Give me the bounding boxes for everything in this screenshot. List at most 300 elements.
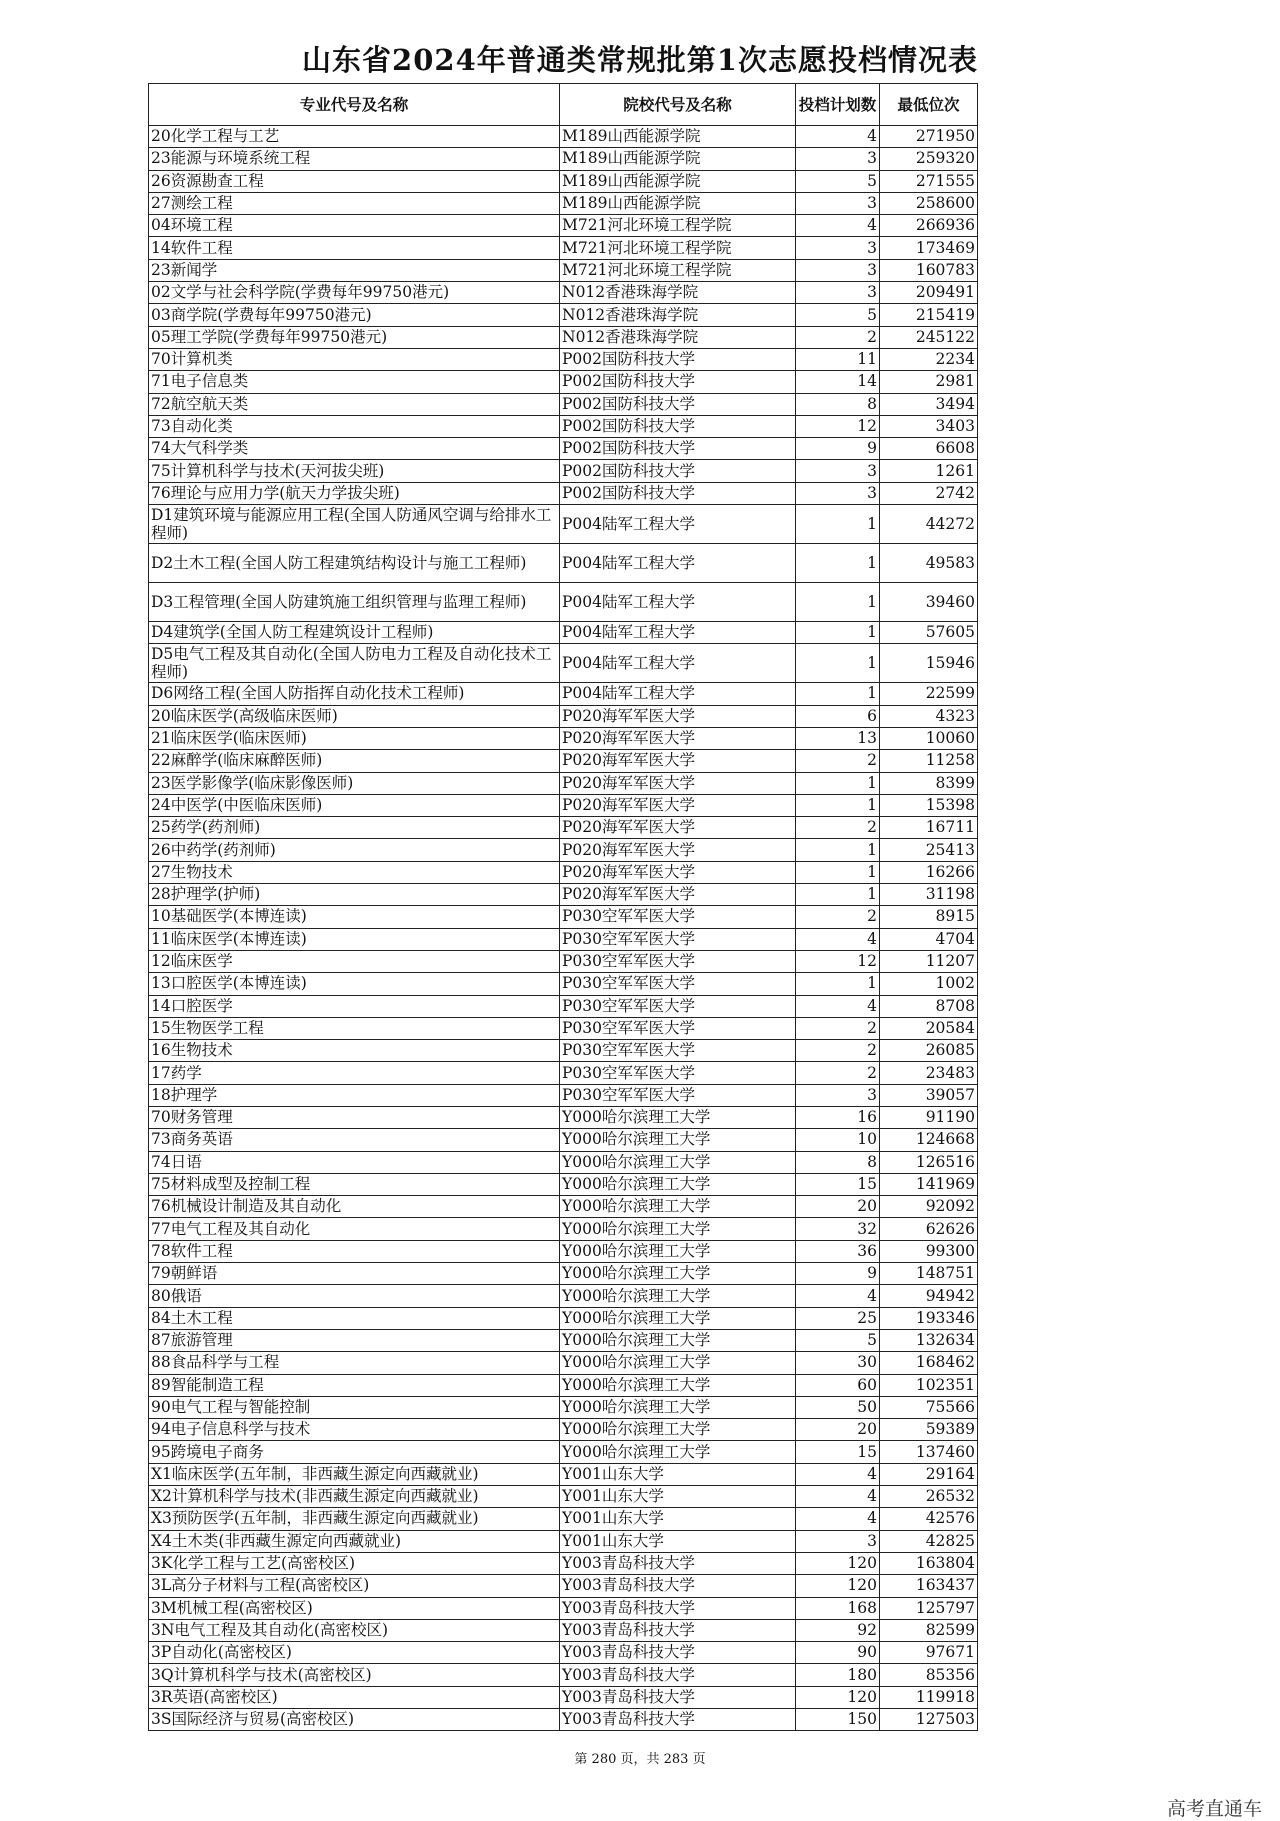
major-cell: 3K化学工程与工艺(高密校区)	[149, 1552, 560, 1574]
min-rank-cell: 102351	[880, 1374, 978, 1396]
school-cell: Y000哈尔滨理工大学	[560, 1240, 796, 1262]
school-cell: Y000哈尔滨理工大学	[560, 1263, 796, 1285]
plan-count-cell: 4	[796, 126, 880, 148]
table-row	[149, 544, 978, 583]
major-cell: 95跨境电子商务	[149, 1441, 560, 1463]
plan-count-cell: 15	[796, 1173, 880, 1195]
table-row	[149, 1106, 978, 1128]
min-rank-cell: 3494	[880, 393, 978, 415]
table-row	[149, 1642, 978, 1664]
school-cell: Y003青岛科技大学	[560, 1686, 796, 1708]
plan-count-cell: 2	[796, 817, 880, 839]
table-row	[149, 215, 978, 237]
min-rank-cell: 8708	[880, 995, 978, 1017]
watermark: 高考直通车	[1166, 1798, 1262, 1820]
min-rank-cell: 2981	[880, 371, 978, 393]
min-rank-cell: 44272	[880, 505, 978, 544]
plan-count-cell: 4	[796, 1285, 880, 1307]
min-rank-cell: 137460	[880, 1441, 978, 1463]
school-cell: P030空军军医大学	[560, 906, 796, 928]
major-cell: 27测绘工程	[149, 192, 560, 214]
school-cell: M189山西能源学院	[560, 148, 796, 170]
plan-count-cell: 3	[796, 237, 880, 259]
school-cell: P030空军军医大学	[560, 1040, 796, 1062]
min-rank-cell: 148751	[880, 1263, 978, 1285]
min-rank-cell: 119918	[880, 1686, 978, 1708]
plan-count-cell: 6	[796, 705, 880, 727]
school-cell: Y000哈尔滨理工大学	[560, 1419, 796, 1441]
major-cell: 23新闻学	[149, 259, 560, 281]
min-rank-cell: 26085	[880, 1040, 978, 1062]
major-cell: 26资源勘查工程	[149, 170, 560, 192]
min-rank-cell: 163804	[880, 1552, 978, 1574]
table-row	[149, 861, 978, 883]
plan-count-cell: 3	[796, 482, 880, 504]
min-rank-cell: 42576	[880, 1508, 978, 1530]
min-rank-cell: 2742	[880, 482, 978, 504]
plan-count-cell: 9	[796, 1263, 880, 1285]
school-cell: P004陆军工程大学	[560, 683, 796, 705]
table-row	[149, 727, 978, 749]
school-cell: M721河北环境工程学院	[560, 259, 796, 281]
min-rank-cell: 16266	[880, 861, 978, 883]
admission-table	[148, 83, 978, 1731]
table-row	[149, 1686, 978, 1708]
plan-count-cell: 8	[796, 393, 880, 415]
school-cell: P004陆军工程大学	[560, 644, 796, 683]
school-cell: M189山西能源学院	[560, 126, 796, 148]
major-cell: 28护理学(护师)	[149, 884, 560, 906]
major-cell: 22麻醉学(临床麻醉医师)	[149, 750, 560, 772]
min-rank-cell: 4323	[880, 705, 978, 727]
plan-count-cell: 1	[796, 505, 880, 544]
min-rank-cell: 193346	[880, 1307, 978, 1329]
table-row	[149, 1597, 978, 1619]
school-cell: Y003青岛科技大学	[560, 1597, 796, 1619]
min-rank-cell: 99300	[880, 1240, 978, 1262]
school-cell: P020海军军医大学	[560, 817, 796, 839]
major-cell: 88食品科学与工程	[149, 1352, 560, 1374]
major-cell: 3L高分子材料与工程(高密校区)	[149, 1575, 560, 1597]
school-cell: Y003青岛科技大学	[560, 1664, 796, 1686]
table-row	[149, 1218, 978, 1240]
table-row	[149, 259, 978, 281]
major-cell: 87旅游管理	[149, 1329, 560, 1351]
min-rank-cell: 271950	[880, 126, 978, 148]
plan-count-cell: 1	[796, 861, 880, 883]
major-cell: 74大气科学类	[149, 438, 560, 460]
table-row	[149, 1329, 978, 1351]
plan-count-cell: 5	[796, 304, 880, 326]
table-row	[149, 1062, 978, 1084]
min-rank-cell: 22599	[880, 683, 978, 705]
min-rank-cell: 6608	[880, 438, 978, 460]
table-row	[149, 415, 978, 437]
min-rank-cell: 168462	[880, 1352, 978, 1374]
school-cell: P002国防科技大学	[560, 460, 796, 482]
plan-count-cell: 120	[796, 1575, 880, 1597]
table-row	[149, 505, 978, 544]
major-cell: 3R英语(高密校区)	[149, 1686, 560, 1708]
page-footer: 第 280 页，共 283 页	[574, 1752, 706, 1767]
major-cell: 14软件工程	[149, 237, 560, 259]
school-cell: Y000哈尔滨理工大学	[560, 1151, 796, 1173]
header-school: 院校代号及名称	[560, 84, 796, 126]
major-cell: 20化学工程与工艺	[149, 126, 560, 148]
major-cell: 72航空航天类	[149, 393, 560, 415]
table-row	[149, 371, 978, 393]
table-row	[149, 705, 978, 727]
major-cell: 94电子信息科学与技术	[149, 1419, 560, 1441]
major-cell: 14口腔医学	[149, 995, 560, 1017]
min-rank-cell: 39460	[880, 583, 978, 622]
major-cell: 10基础医学(本博连读)	[149, 906, 560, 928]
table-row	[149, 644, 978, 683]
major-cell: 3Q计算机科学与技术(高密校区)	[149, 1664, 560, 1686]
table-row	[149, 1352, 978, 1374]
plan-count-cell: 3	[796, 148, 880, 170]
table-row	[149, 995, 978, 1017]
min-rank-cell: 49583	[880, 544, 978, 583]
major-cell: D6网络工程(全国人防指挥自动化技术工程师)	[149, 683, 560, 705]
table-row	[149, 348, 978, 370]
table-row	[149, 438, 978, 460]
min-rank-cell: 62626	[880, 1218, 978, 1240]
major-cell: 11临床医学(本博连读)	[149, 928, 560, 950]
school-cell: P002国防科技大学	[560, 438, 796, 460]
table-row	[149, 1285, 978, 1307]
major-cell: D5电气工程及其自动化(全国人防电力工程及自动化技术工程师)	[149, 644, 560, 683]
plan-count-cell: 60	[796, 1374, 880, 1396]
table-row	[149, 1530, 978, 1552]
school-cell: P004陆军工程大学	[560, 622, 796, 644]
major-cell: D4建筑学(全国人防工程建筑设计工程师)	[149, 622, 560, 644]
major-cell: X4土木类(非西藏生源定向西藏就业)	[149, 1530, 560, 1552]
table-row	[149, 326, 978, 348]
major-cell: 75材料成型及控制工程	[149, 1173, 560, 1195]
major-cell: 76机械设计制造及其自动化	[149, 1196, 560, 1218]
major-cell: 71电子信息类	[149, 371, 560, 393]
plan-count-cell: 4	[796, 215, 880, 237]
table-row	[149, 583, 978, 622]
plan-count-cell: 20	[796, 1419, 880, 1441]
table-header-row	[149, 84, 978, 126]
min-rank-cell: 42825	[880, 1530, 978, 1552]
school-cell: Y003青岛科技大学	[560, 1642, 796, 1664]
table-row	[149, 1664, 978, 1686]
min-rank-cell: 8399	[880, 772, 978, 794]
min-rank-cell: 8915	[880, 906, 978, 928]
min-rank-cell: 1261	[880, 460, 978, 482]
table-row	[149, 1040, 978, 1062]
major-cell: X1临床医学(五年制，非西藏生源定向西藏就业)	[149, 1463, 560, 1485]
school-cell: P030空军军医大学	[560, 928, 796, 950]
school-cell: Y000哈尔滨理工大学	[560, 1374, 796, 1396]
plan-count-cell: 2	[796, 1062, 880, 1084]
school-cell: N012香港珠海学院	[560, 282, 796, 304]
min-rank-cell: 266936	[880, 215, 978, 237]
plan-count-cell: 1	[796, 622, 880, 644]
major-cell: 79朝鲜语	[149, 1263, 560, 1285]
major-cell: 3M机械工程(高密校区)	[149, 1597, 560, 1619]
plan-count-cell: 150	[796, 1709, 880, 1731]
min-rank-cell: 39057	[880, 1084, 978, 1106]
plan-count-cell: 4	[796, 1508, 880, 1530]
min-rank-cell: 258600	[880, 192, 978, 214]
plan-count-cell: 90	[796, 1642, 880, 1664]
school-cell: P004陆军工程大学	[560, 544, 796, 583]
plan-count-cell: 120	[796, 1552, 880, 1574]
major-cell: 3P自动化(高密校区)	[149, 1642, 560, 1664]
table-row	[149, 237, 978, 259]
plan-count-cell: 9	[796, 438, 880, 460]
header-min-rank: 最低位次	[880, 84, 978, 126]
plan-count-cell: 1	[796, 772, 880, 794]
min-rank-cell: 57605	[880, 622, 978, 644]
table-row	[149, 1508, 978, 1530]
school-cell: M189山西能源学院	[560, 170, 796, 192]
table-row	[149, 794, 978, 816]
min-rank-cell: 20584	[880, 1017, 978, 1039]
min-rank-cell: 124668	[880, 1129, 978, 1151]
major-cell: 74日语	[149, 1151, 560, 1173]
min-rank-cell: 97671	[880, 1642, 978, 1664]
plan-count-cell: 180	[796, 1664, 880, 1686]
major-cell: 3N电气工程及其自动化(高密校区)	[149, 1619, 560, 1641]
table-row	[149, 1709, 978, 1731]
table-row	[149, 622, 978, 644]
table-row	[149, 1619, 978, 1641]
major-cell: 80俄语	[149, 1285, 560, 1307]
school-cell: P002国防科技大学	[560, 371, 796, 393]
table-row	[149, 950, 978, 972]
school-cell: P020海军军医大学	[560, 750, 796, 772]
major-cell: 23能源与环境系统工程	[149, 148, 560, 170]
plan-count-cell: 4	[796, 1486, 880, 1508]
plan-count-cell: 2	[796, 906, 880, 928]
plan-count-cell: 13	[796, 727, 880, 749]
major-cell: 78软件工程	[149, 1240, 560, 1262]
min-rank-cell: 2234	[880, 348, 978, 370]
major-cell: 26中药学(药剂师)	[149, 839, 560, 861]
min-rank-cell: 15398	[880, 794, 978, 816]
school-cell: Y003青岛科技大学	[560, 1709, 796, 1731]
plan-count-cell: 168	[796, 1597, 880, 1619]
school-cell: Y000哈尔滨理工大学	[560, 1396, 796, 1418]
plan-count-cell: 30	[796, 1352, 880, 1374]
major-cell: 73商务英语	[149, 1129, 560, 1151]
table-row	[149, 1307, 978, 1329]
min-rank-cell: 25413	[880, 839, 978, 861]
min-rank-cell: 91190	[880, 1106, 978, 1128]
school-cell: P020海军军医大学	[560, 727, 796, 749]
school-cell: P030空军军医大学	[560, 1084, 796, 1106]
min-rank-cell: 259320	[880, 148, 978, 170]
table-row	[149, 1173, 978, 1195]
table-row	[149, 1263, 978, 1285]
min-rank-cell: 15946	[880, 644, 978, 683]
school-cell: N012香港珠海学院	[560, 304, 796, 326]
plan-count-cell: 4	[796, 995, 880, 1017]
table-row	[149, 1084, 978, 1106]
major-cell: X2计算机科学与技术(非西藏生源定向西藏就业)	[149, 1486, 560, 1508]
plan-count-cell: 12	[796, 415, 880, 437]
school-cell: Y001山东大学	[560, 1463, 796, 1485]
min-rank-cell: 126516	[880, 1151, 978, 1173]
plan-count-cell: 5	[796, 170, 880, 192]
school-cell: P030空军军医大学	[560, 995, 796, 1017]
school-cell: Y003青岛科技大学	[560, 1575, 796, 1597]
school-cell: P020海军军医大学	[560, 884, 796, 906]
major-cell: 89智能制造工程	[149, 1374, 560, 1396]
table-row	[149, 1486, 978, 1508]
school-cell: P002国防科技大学	[560, 415, 796, 437]
school-cell: Y000哈尔滨理工大学	[560, 1441, 796, 1463]
min-rank-cell: 31198	[880, 884, 978, 906]
plan-count-cell: 1	[796, 644, 880, 683]
table-row	[149, 1396, 978, 1418]
table-row	[149, 750, 978, 772]
table-row	[149, 1419, 978, 1441]
table-row	[149, 772, 978, 794]
plan-count-cell: 1	[796, 973, 880, 995]
plan-count-cell: 1	[796, 544, 880, 583]
plan-count-cell: 2	[796, 1040, 880, 1062]
plan-count-cell: 4	[796, 928, 880, 950]
major-cell: 15生物医学工程	[149, 1017, 560, 1039]
school-cell: M721河北环境工程学院	[560, 215, 796, 237]
major-cell: 17药学	[149, 1062, 560, 1084]
plan-count-cell: 1	[796, 884, 880, 906]
table-row	[149, 282, 978, 304]
major-cell: 04环境工程	[149, 215, 560, 237]
major-cell: D1建筑环境与能源应用工程(全国人防通风空调与给排水工程师)	[149, 505, 560, 544]
major-cell: 18护理学	[149, 1084, 560, 1106]
table-row	[149, 906, 978, 928]
school-cell: P030空军军医大学	[560, 1017, 796, 1039]
plan-count-cell: 16	[796, 1106, 880, 1128]
school-cell: P002国防科技大学	[560, 393, 796, 415]
plan-count-cell: 3	[796, 460, 880, 482]
plan-count-cell: 3	[796, 282, 880, 304]
plan-count-cell: 32	[796, 1218, 880, 1240]
school-cell: Y000哈尔滨理工大学	[560, 1285, 796, 1307]
table-row	[149, 1463, 978, 1485]
plan-count-cell: 15	[796, 1441, 880, 1463]
school-cell: Y001山东大学	[560, 1530, 796, 1552]
min-rank-cell: 92092	[880, 1196, 978, 1218]
plan-count-cell: 120	[796, 1686, 880, 1708]
header-plan-count: 投档计划数	[796, 84, 880, 126]
major-cell: 75计算机科学与技术(天河拔尖班)	[149, 460, 560, 482]
table-row	[149, 1151, 978, 1173]
table-row	[149, 1240, 978, 1262]
plan-count-cell: 36	[796, 1240, 880, 1262]
major-cell: 21临床医学(临床医师)	[149, 727, 560, 749]
min-rank-cell: 125797	[880, 1597, 978, 1619]
plan-count-cell: 3	[796, 1530, 880, 1552]
plan-count-cell: 4	[796, 1463, 880, 1485]
page-title: 山东省2024年普通类常规批第1次志愿投档情况表	[302, 43, 978, 77]
min-rank-cell: 29164	[880, 1463, 978, 1485]
table-row	[149, 683, 978, 705]
min-rank-cell: 127503	[880, 1709, 978, 1731]
school-cell: Y000哈尔滨理工大学	[560, 1307, 796, 1329]
plan-count-cell: 8	[796, 1151, 880, 1173]
major-cell: X3预防医学(五年制，非西藏生源定向西藏就业)	[149, 1508, 560, 1530]
plan-count-cell: 3	[796, 192, 880, 214]
min-rank-cell: 94942	[880, 1285, 978, 1307]
major-cell: 90电气工程与智能控制	[149, 1396, 560, 1418]
major-cell: 13口腔医学(本博连读)	[149, 973, 560, 995]
table-row	[149, 148, 978, 170]
table-row	[149, 1017, 978, 1039]
min-rank-cell: 16711	[880, 817, 978, 839]
min-rank-cell: 23483	[880, 1062, 978, 1084]
table-row	[149, 1196, 978, 1218]
plan-count-cell: 11	[796, 348, 880, 370]
plan-count-cell: 1	[796, 583, 880, 622]
min-rank-cell: 141969	[880, 1173, 978, 1195]
major-cell: 16生物技术	[149, 1040, 560, 1062]
plan-count-cell: 50	[796, 1396, 880, 1418]
school-cell: Y000哈尔滨理工大学	[560, 1352, 796, 1374]
min-rank-cell: 245122	[880, 326, 978, 348]
table-row	[149, 393, 978, 415]
major-cell: 20临床医学(高级临床医师)	[149, 705, 560, 727]
table-row	[149, 884, 978, 906]
table-row	[149, 192, 978, 214]
plan-count-cell: 2	[796, 1017, 880, 1039]
plan-count-cell: 5	[796, 1329, 880, 1351]
school-cell: P004陆军工程大学	[560, 505, 796, 544]
plan-count-cell: 20	[796, 1196, 880, 1218]
major-cell: 25药学(药剂师)	[149, 817, 560, 839]
plan-count-cell: 1	[796, 683, 880, 705]
table-row	[149, 1552, 978, 1574]
plan-count-cell: 92	[796, 1619, 880, 1641]
min-rank-cell: 82599	[880, 1619, 978, 1641]
min-rank-cell: 209491	[880, 282, 978, 304]
major-cell: 03商学院(学费每年99750港元)	[149, 304, 560, 326]
major-cell: 84土木工程	[149, 1307, 560, 1329]
major-cell: D2土木工程(全国人防工程建筑结构设计与施工工程师)	[149, 544, 560, 583]
plan-count-cell: 10	[796, 1129, 880, 1151]
major-cell: 05理工学院(学费每年99750港元)	[149, 326, 560, 348]
major-cell: 27生物技术	[149, 861, 560, 883]
plan-count-cell: 2	[796, 750, 880, 772]
school-cell: P002国防科技大学	[560, 348, 796, 370]
major-cell: 70财务管理	[149, 1106, 560, 1128]
major-cell: 70计算机类	[149, 348, 560, 370]
table-row	[149, 839, 978, 861]
min-rank-cell: 215419	[880, 304, 978, 326]
school-cell: P020海军军医大学	[560, 772, 796, 794]
school-cell: Y000哈尔滨理工大学	[560, 1129, 796, 1151]
min-rank-cell: 3403	[880, 415, 978, 437]
school-cell: P004陆军工程大学	[560, 583, 796, 622]
table-row	[149, 973, 978, 995]
major-cell: 76理论与应用力学(航天力学拔尖班)	[149, 482, 560, 504]
table-row	[149, 170, 978, 192]
school-cell: P030空军军医大学	[560, 950, 796, 972]
table-row	[149, 817, 978, 839]
min-rank-cell: 173469	[880, 237, 978, 259]
school-cell: Y003青岛科技大学	[560, 1619, 796, 1641]
table-row	[149, 482, 978, 504]
plan-count-cell: 2	[796, 326, 880, 348]
min-rank-cell: 271555	[880, 170, 978, 192]
